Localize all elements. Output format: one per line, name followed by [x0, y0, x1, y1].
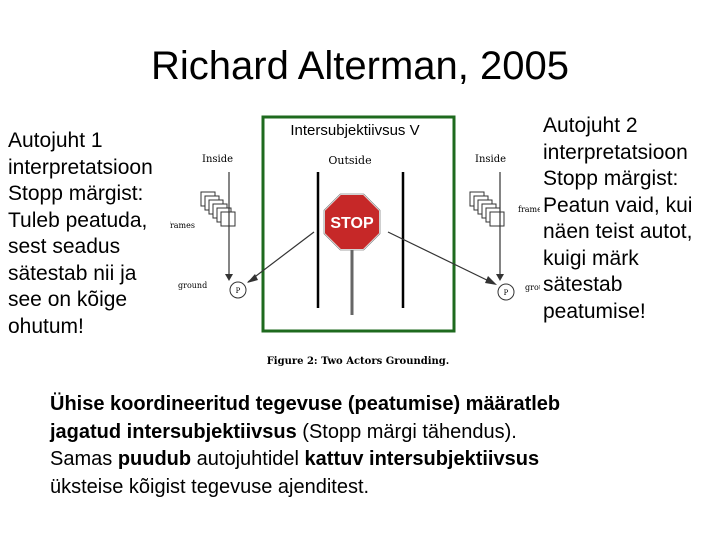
slide-title: Richard Alterman, 2005 — [150, 44, 569, 88]
frames-left-label: rames — [170, 221, 195, 230]
right-text-line: Autojuht 2 — [543, 114, 638, 137]
outside-label: Outside — [328, 154, 372, 167]
summary-bold: Ühise koordineeritud tegevuse (peatumise) määratleb — [50, 393, 561, 415]
left-text-line: see on kõige — [8, 288, 128, 311]
box-label: Intersubjektiivsus V — [290, 122, 420, 139]
summary-bold: puudub — [117, 448, 192, 470]
left-text-line: interpretatsioon — [8, 155, 153, 179]
left-text-line: sätestab nii ja — [8, 261, 137, 285]
ground-left-label: ground — [178, 281, 208, 290]
actor-right-label: P — [503, 289, 509, 297]
figure-diagram — [170, 110, 540, 372]
left-text-line: sest seadus — [8, 235, 121, 258]
summary-line-3 — [50, 446, 560, 474]
ground-right-label: gro — [525, 283, 539, 292]
right-text-line: kuigi märk — [543, 246, 639, 270]
summary-line-1 — [50, 391, 560, 419]
left-text-line: Tuleb peatuda, — [8, 208, 148, 232]
summary-text-run: (Stopp märgi tähendus). — [296, 420, 517, 443]
summary-bold: jagatud intersubjektiivsus — [50, 420, 297, 443]
summary-text-run: üksteise kõigist tegevuse ajenditest. — [50, 475, 370, 498]
summary-text-run: autojuhtidel — [191, 448, 305, 470]
right-text-line: peatumise! — [543, 299, 646, 323]
inside-left-label: Inside — [202, 154, 234, 165]
left-text-line: Stopp märgist: — [8, 182, 144, 205]
right-text-line: näen teist autot, — [543, 220, 693, 243]
grounding-figure — [170, 110, 540, 372]
figure-caption: Figure 2: Two Actors Grounding. — [266, 356, 450, 367]
actor-left-label: P — [235, 287, 241, 295]
right-text-line: Stopp märgist: — [543, 167, 679, 190]
right-text-block — [543, 113, 692, 325]
frames-right-label: frame — [518, 205, 540, 214]
summary-text-run: Samas — [50, 448, 118, 470]
stop-sign-text: STOP — [330, 215, 374, 232]
summary-line-2 — [50, 419, 560, 447]
right-text-line: sätestab — [543, 273, 623, 296]
inside-right-label: Inside — [475, 154, 507, 165]
left-text-line: Autojuht 1 — [8, 129, 103, 152]
summary-line-4 — [50, 474, 560, 502]
left-text-block — [8, 128, 153, 340]
summary-bold: kattuv intersubjektiivsus — [304, 448, 540, 470]
summary-text — [50, 391, 560, 501]
left-text-line: ohutum! — [8, 314, 84, 338]
right-text-line: interpretatsioon — [543, 140, 688, 164]
right-text-line: Peatun vaid, kui — [543, 193, 693, 217]
